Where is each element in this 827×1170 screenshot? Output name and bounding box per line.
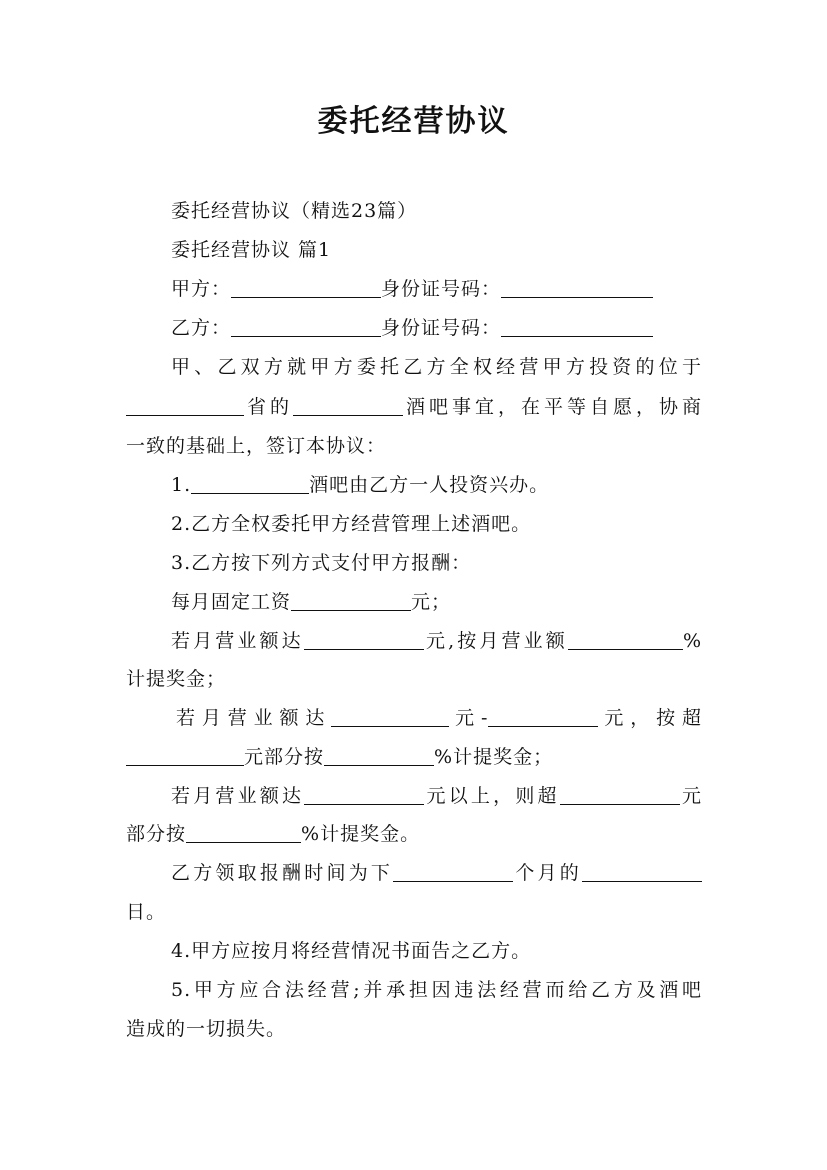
clause-1-number: 1. <box>171 474 192 496</box>
party-b-blank <box>231 317 381 337</box>
bonus-1-rate-blank <box>568 630 683 650</box>
bonus-2-part: 元部分按 <box>244 746 325 768</box>
bonus-2-excess-blank <box>126 746 244 766</box>
clause-5-text: 5.甲方应合法经营;并承担因违法经营而给乙方及酒吧 <box>171 979 702 1001</box>
payment-time-mid: 个月的 <box>513 862 582 884</box>
party-a-label: 甲方： <box>171 278 232 300</box>
payment-time-tail: 日。 <box>126 901 167 923</box>
bonus-line-3a <box>126 781 702 811</box>
clause-5a <box>126 975 702 1005</box>
bonus-2-low-blank <box>331 707 449 727</box>
bonus-3-mid: 元以上，则超 <box>424 785 560 807</box>
bonus-3-unit: 元 <box>679 785 702 807</box>
bonus-3-tail: %计提奖金。 <box>301 823 421 845</box>
bonus-1-label: 若月营业额达 <box>171 630 304 652</box>
payment-time-line-a <box>126 858 702 888</box>
bonus-line-3b <box>126 819 702 849</box>
bonus-2-high-blank <box>488 707 598 727</box>
bar-name-blank <box>293 396 403 416</box>
clause-1 <box>126 470 702 500</box>
bonus-3-label: 若月营业额达 <box>171 785 305 807</box>
intro-line-1 <box>126 352 702 382</box>
intro-text-2: 酒吧事宜，在平等自愿，协商 <box>403 396 702 418</box>
party-a-line <box>126 274 702 304</box>
clause-2-text: 2.乙方全权委托甲方经营管理上述酒吧。 <box>171 513 532 535</box>
section-heading <box>126 235 702 265</box>
clause-4-text: 4.甲方应按月将经营情况书面告之乙方。 <box>171 940 532 962</box>
payment-time-label: 乙方领取报酬时间为下 <box>171 862 394 884</box>
party-b-label: 乙方： <box>171 317 232 339</box>
party-a-id-label: 身份证号码： <box>381 278 502 300</box>
bonus-2-dash: 元- <box>449 707 489 729</box>
clause-5-tail: 造成的一切损失。 <box>126 1018 287 1040</box>
party-a-blank <box>231 278 381 298</box>
clause-2 <box>126 509 702 539</box>
intro-text-1: 甲、乙双方就甲方委托乙方全权经营甲方投资的位于 <box>171 356 702 378</box>
bonus-2-tail: %计提奖金； <box>434 746 554 768</box>
bonus-3-rate-blank <box>186 823 301 843</box>
bonus-line-1a <box>126 626 702 656</box>
party-b-line <box>126 313 702 343</box>
section-heading-text: 委托经营协议 篇1 <box>171 239 332 261</box>
bonus-3-amount-blank <box>304 785 424 805</box>
bonus-line-2b <box>126 742 702 772</box>
intro-line-2 <box>126 392 702 422</box>
payment-time-line-b <box>126 897 702 927</box>
province-blank <box>126 396 244 416</box>
intro-line-3 <box>126 431 702 461</box>
document-title: 委托经营协议 <box>317 104 510 139</box>
bonus-2-label: 若月营业额达 <box>176 707 332 729</box>
clause-1-blank <box>191 474 309 494</box>
bonus-3-part: 部分按 <box>126 823 187 845</box>
fixed-salary-label: 每月固定工资 <box>171 591 292 613</box>
clause-1-text: 酒吧由乙方一人投资兴办。 <box>309 474 550 496</box>
bonus-1-tail: 计提奖金； <box>126 668 227 690</box>
clause-3-text: 3.乙方按下列方式支付甲方报酬： <box>171 552 472 574</box>
bonus-1-mid: 元,按月营业额 <box>423 630 568 652</box>
bonus-3-excess-blank <box>560 785 680 805</box>
clause-4 <box>126 936 702 966</box>
payment-day-blank <box>582 862 702 882</box>
party-b-id-label: 身份证号码： <box>381 317 502 339</box>
bonus-2-rate-blank <box>324 746 434 766</box>
intro-text-3: 一致的基础上，签订本协议： <box>126 435 387 457</box>
fixed-salary-blank <box>291 591 411 611</box>
clause-3 <box>126 548 702 578</box>
fixed-salary-unit: 元； <box>411 591 452 613</box>
bonus-line-2a <box>126 703 702 733</box>
subtitle-line <box>126 196 702 226</box>
party-a-id-blank <box>501 278 653 298</box>
payment-month-blank <box>393 862 513 882</box>
bonus-1-amount-blank <box>304 630 424 650</box>
subtitle-text: 委托经营协议（精选23篇） <box>171 200 418 222</box>
bonus-2-mid: 元，按超 <box>598 707 702 729</box>
party-b-id-blank <box>501 317 653 337</box>
bonus-1-percent: % <box>682 630 702 652</box>
clause-5b <box>126 1014 702 1044</box>
fixed-salary-line <box>126 587 702 617</box>
province-suffix: 省的 <box>244 396 293 418</box>
bonus-line-1b <box>126 664 702 694</box>
